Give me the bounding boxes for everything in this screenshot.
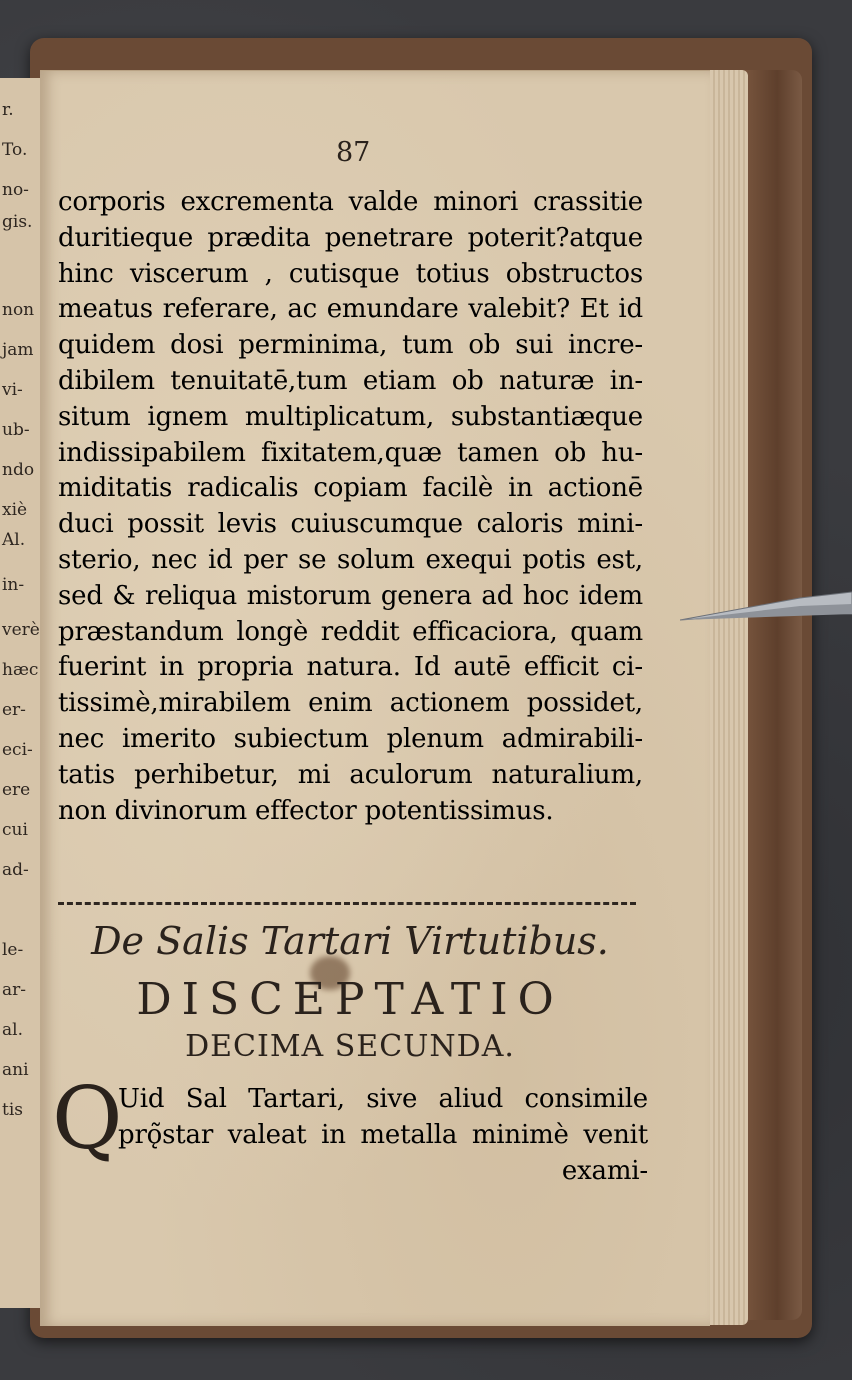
text-line: duritieque prædita penetrare poterit?atque (58, 222, 643, 253)
page-number: 87 (336, 137, 371, 168)
paragraph-line: Uid Sal Tartari, sive aliud consimile (118, 1084, 648, 1114)
margin-fragment: vi- (2, 380, 23, 400)
section-heading: DISCEPTATIO (136, 974, 564, 1025)
section-subheading: DECIMA SECUNDA. (185, 1029, 515, 1064)
text-line: situm ignem multiplicatum, substantiæque (58, 401, 643, 432)
margin-fragment: gis. (2, 212, 33, 232)
margin-fragment: ar- (2, 980, 27, 1000)
section-title: De Salis Tartari Virtutibus. (91, 919, 609, 963)
text-line: dibilem tenuitatē,tum etiam ob naturæ in- (58, 365, 643, 396)
margin-fragment: ad- (2, 860, 29, 880)
book-page (40, 70, 710, 1326)
text-line: non divinorum effector potentissimus. (58, 795, 554, 826)
text-line: præstandum longè reddit efficaciora, quam (58, 616, 643, 647)
text-line: tatis perhibetur, mi aculorum naturalium, (58, 759, 643, 790)
margin-fragment: eci- (2, 740, 33, 760)
text-line: fuerint in propria natura. Id autē efficit ci- (58, 652, 643, 683)
margin-fragment: al. (2, 1020, 23, 1040)
body-text (58, 185, 643, 829)
text-line: nec imerito subiectum plenum admirabili- (58, 723, 643, 754)
text-line: indissipabilem fixitatem,quæ tamen ob hu- (58, 437, 643, 468)
margin-fragment: tis (2, 1100, 23, 1120)
margin-fragment: ndo (2, 460, 35, 480)
margin-fragment: no- (2, 180, 29, 200)
cover-edge (740, 70, 802, 1320)
margin-fragment: er- (2, 700, 26, 720)
text-line: tissimè,mirabilem enim actionem possidet, (58, 688, 643, 719)
margin-fragment: To. (2, 140, 28, 160)
margin-fragment: r. (2, 100, 14, 120)
margin-fragment: Al. (2, 530, 26, 550)
margin-fragment: hæc (2, 660, 39, 680)
paragraph-line: exami- (561, 1156, 648, 1186)
margin-fragment: ani (2, 1060, 29, 1080)
margin-fragment: le- (2, 940, 24, 960)
margin-fragment: ub- (2, 420, 30, 440)
text-line: corporis excrementa valde minori crassitie (58, 187, 643, 217)
margin-fragment: jam (2, 340, 34, 360)
text-line: duci possit levis cuiuscumque caloris mini- (58, 509, 643, 540)
scalpel-pointer-icon (680, 584, 852, 624)
text-line: quidem dosi perminima, tum ob sui incre- (58, 330, 643, 361)
text-line: sterio, nec id per se solum exequi potis est, (58, 544, 643, 575)
margin-fragment: non (2, 300, 35, 320)
paragraph-line: prǫ̃star valeat in metalla minimè venit (118, 1120, 648, 1150)
opening-paragraph (118, 1081, 648, 1189)
section-divider (58, 902, 636, 905)
margin-fragment: cui (2, 820, 28, 840)
text-line: meatus referare, ac emundare valebit? Et id (58, 294, 643, 325)
margin-fragment: xiè (2, 500, 28, 520)
text-line: sed & reliqua mistorum genera ad hoc idem (58, 580, 643, 611)
margin-fragment: in- (2, 575, 25, 595)
drop-capital: Q (52, 1069, 123, 1169)
text-line: miditatis radicalis copiam facilè in actionē (58, 473, 643, 504)
left-page-margin (0, 78, 42, 1308)
margin-fragment: ere (2, 780, 31, 800)
text-line: hinc viscerum , cutisque totius obstructos (58, 258, 643, 289)
margin-fragment: verè (2, 620, 40, 640)
